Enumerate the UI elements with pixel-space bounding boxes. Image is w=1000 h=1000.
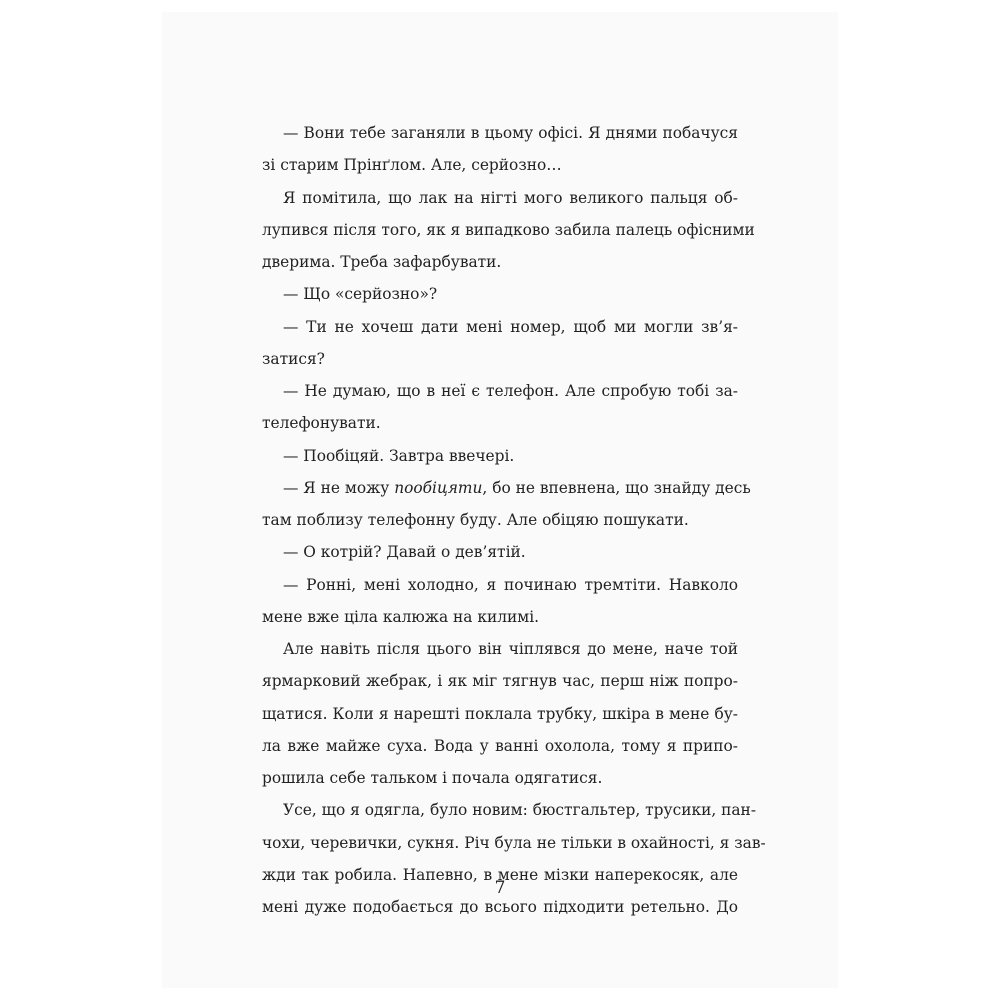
text-line: дверима. Треба зафарбувати.	[262, 253, 502, 271]
text-line: — Не думаю, що в неї є телефон. Але спробую тобі за-	[283, 382, 738, 400]
text-line-with-italic	[262, 472, 751, 504]
text-line: Але навіть після цього він чіплявся до мене, наче той	[283, 640, 738, 658]
text-line: мене вже ціла калюжа на килимі.	[262, 607, 540, 626]
text-segment: — Я не можу	[283, 478, 395, 497]
text-line: щатися. Коли я нарешті поклала трубку, шкіра в мене бу-	[262, 704, 738, 723]
italic-word: пообіцяти	[394, 478, 483, 497]
text-line: ла вже майже суха. Вода у ванні охолола, тому я припо-	[262, 736, 738, 755]
text-line: ярмарковий жебрак, і як міг тягнув час, перш ніж попро-	[262, 672, 738, 691]
text-line: телефонувати.	[262, 414, 381, 433]
text-segment: , бо не впевнена, що знайду десь	[482, 478, 751, 497]
text-line: — Вони тебе заганяли в цьому офісі. Я днями побачуся	[283, 124, 738, 142]
text-line: — О котрій? Давай о дев’ятій.	[283, 543, 526, 562]
text-line: — Що «серйозно»?	[283, 285, 438, 304]
text-line: — Ронні, мені холодно, я починаю тремтіти. Навколо	[283, 575, 738, 594]
text-line: Я помітила, що лак на нігті мого великого пальця об-	[283, 188, 738, 207]
text-line: жди так робила. Напевно, в мене мізки наперекосяк, але	[262, 865, 738, 884]
text-line: затися?	[262, 349, 325, 368]
text-line: чохи, черевички, сукня. Річ була не тільки в охайності, я зав-	[262, 833, 766, 852]
text-line: мені дуже подобається до всього підходити ретельно. До	[262, 898, 738, 916]
text-line: рошила себе тальком і почала одягатися.	[262, 769, 603, 787]
body-text	[262, 117, 766, 923]
text-line: — Пообіцяй. Завтра ввечері.	[283, 446, 515, 465]
text-line: — Ти не хочеш дати мені номер, щоб ми могли зв’я-	[283, 317, 738, 336]
text-line: там поблизу телефонну буду. Але обіцяю пошукати.	[262, 511, 689, 529]
text-line: Усе, що я одягла, було новим: бюстгальтер, трусики, пан-	[283, 801, 757, 820]
text-line: зі старим Прінґлом. Але, серйозно…	[262, 156, 562, 175]
text-line: лупився після того, як я випадково забила палець офісними	[262, 220, 755, 239]
page-number: 7	[494, 878, 506, 898]
